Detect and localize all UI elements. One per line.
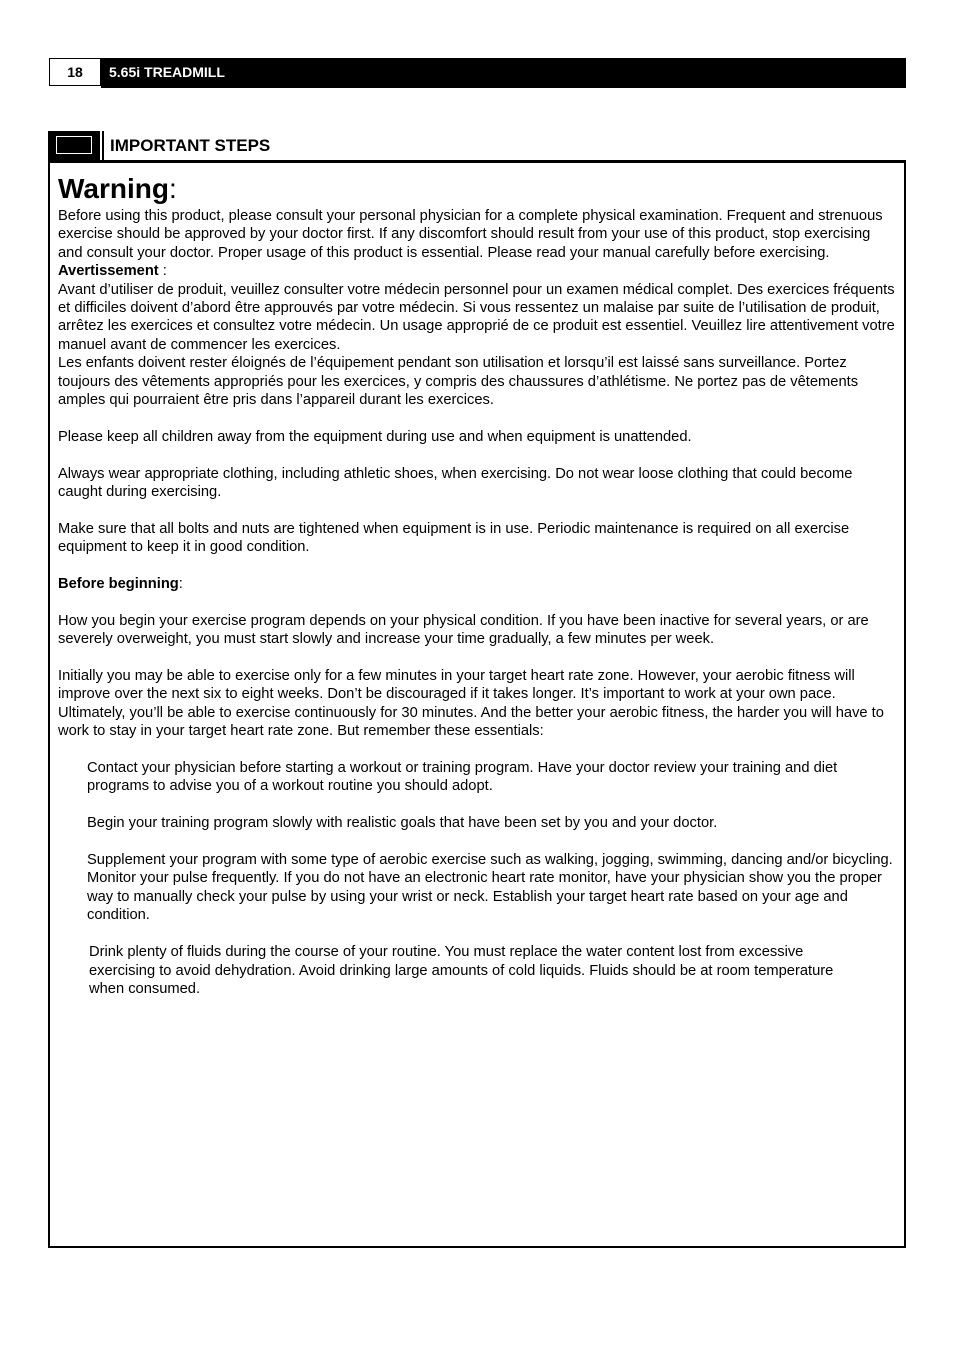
section-marker-rule: [102, 131, 104, 160]
heart-rate-paragraph: Initially you may be able to exercise only for a few minutes in your target heart rate zone. However, your aerobic fitness will improve over the next six to eight weeks. Don’t be discouraged if it takes longer. It’s important to work at your own pace. Ultimately, you’ll be able to exercise continuously for 30 minutes. And the better your aerobic fitness, the harder you will have to work to stay in your target heart rate zone. But remember these essentials:: [58, 668, 884, 740]
children-notice: Please keep all children away from the equipment during use and when equipment is unattended.: [58, 428, 692, 445]
essential-drink-fluids: Drink plenty of fluids during the course of your routine. You must replace the water content lost from excessive exercising to avoid dehydration. Avoid drinking large amounts of cold liquids. Fluids should be at room temperature when consumed.: [89, 944, 834, 997]
avertissement-heading: [58, 262, 896, 280]
warning-heading: [58, 171, 896, 207]
content-frame: [48, 160, 906, 1248]
header-divider: [101, 86, 906, 88]
warning-text: Before using this product, please consult your personal physician for a complete physical examination. Frequent and strenuous exercise should be approved by your doctor first. If any discomfort should result from your use of this product, stop exercising and consult your doctor. Proper usage of this product is essential. Please read your manual carefully before exercising.: [58, 208, 883, 261]
before-beginning-colon: :: [178, 576, 183, 593]
avertissement-children-text: Les enfants doivent rester éloignés de l’équipement pendant son utilisation et lorsqu’il est laissé sans surveillance. Portez toujours des vêtements appropriés pour les exercices, y compris des chaussures d’athlétisme. Ne portez pas de vêtements amples qui pourraient être pris dans l’appareil durant les exercices.: [58, 355, 859, 409]
document-title: 5.65i TREADMILL: [101, 58, 906, 86]
avertissement-text: Avant d’utiliser de produit, veuillez consulter votre médecin personnel pour un examen médical complet. Des exercices fréquents et difficiles doivent d’abord être approuvés par votre médecin. Si vous ressentez un malaise par suite de l’utilisation de produit, arrêtez les exercices et consultez votre médecin. Un usage approprié de ce produit est essentiel. Veuillez lire attentivement votre manuel avant de commencer les exercices.: [58, 281, 895, 353]
section-header: [48, 131, 906, 161]
before-beginning-heading: [58, 575, 896, 593]
essential-supplement-aerobic: Supplement your program with some type of aerobic exercise such as walking, jogging, swimming, dancing and/or bicycling. Monitor your pulse frequently. If you do not have an electronic heart rate monitor, have your physician show you the proper way to manually check your pulse by using your wrist or neck. Establish your target heart rate based on your age and condition.: [87, 852, 893, 924]
content-body: [58, 171, 896, 998]
page-header: [49, 58, 906, 88]
page-number: 18: [49, 58, 101, 86]
warning-colon: :: [168, 173, 177, 204]
avertissement-title: Avertissement: [58, 263, 159, 280]
avertissement-colon: :: [158, 263, 167, 280]
section-marker-inset: [56, 136, 92, 154]
section-marker: [48, 131, 100, 160]
essential-begin-slowly: Begin your training program slowly with realistic goals that have been set by you and your doctor.: [87, 815, 718, 832]
section-title: IMPORTANT STEPS: [110, 136, 271, 155]
clothing-notice: Always wear appropriate clothing, including athletic shoes, when exercising. Do not wear loose clothing that could become caught during exercising.: [58, 465, 853, 501]
warning-title: Warning: [58, 173, 169, 204]
before-beginning-title: Before beginning: [58, 576, 179, 593]
bolts-notice: Make sure that all bolts and nuts are tightened when equipment is in use. Periodic maintenance is required on all exercise equipment to keep it in good condition.: [58, 520, 850, 556]
essential-contact-physician: Contact your physician before starting a workout or training program. Have your doctor review your training and diet programs to advise you of a workout routine you should adopt.: [87, 760, 838, 795]
physical-condition-paragraph: How you begin your exercise program depends on your physical condition. If you have been inactive for several years, or are severely overweight, you must start slowly and increase your time gradually, a few minutes per week.: [58, 612, 869, 648]
